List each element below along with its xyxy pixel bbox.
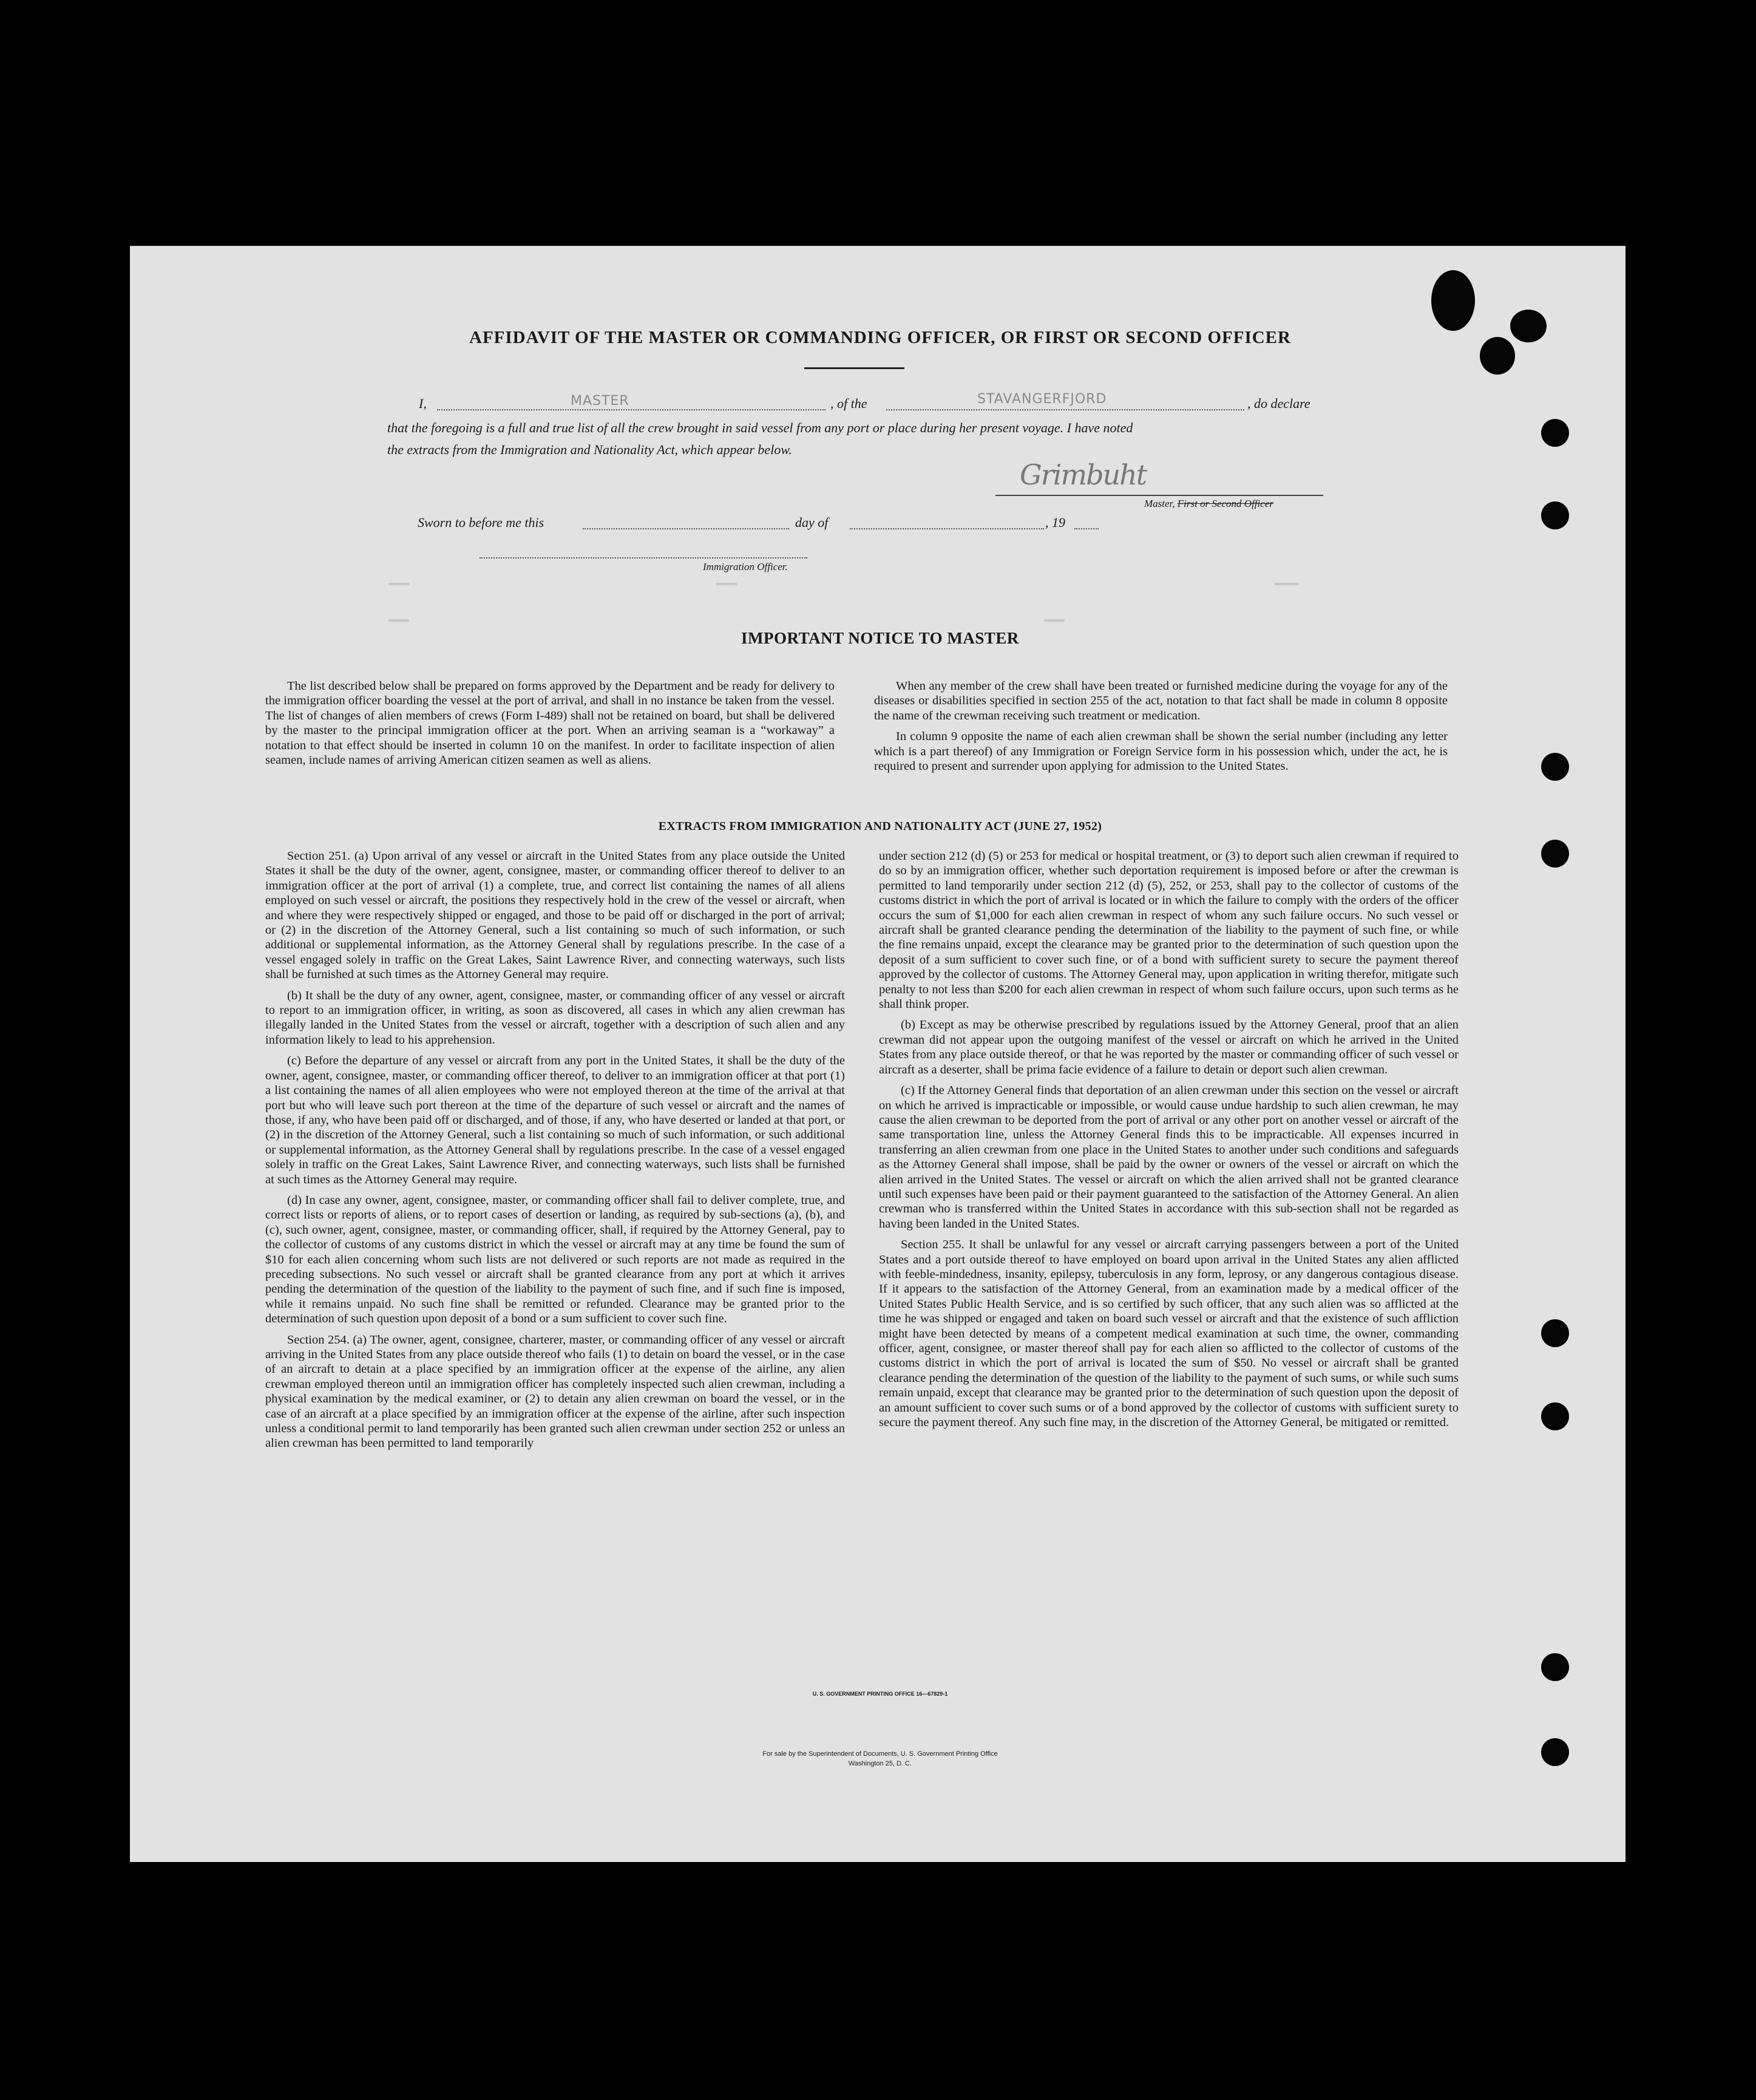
show-through-mark — [1044, 619, 1065, 622]
punch-hole — [1541, 1319, 1569, 1347]
section-251-a: Section 251. (a) Upon arrival of any vessel or aircraft in the United States from any place outside the United States it shall be the duty of the owner, agent, consignee, master, or commanding officer thereof to deliver to an immigration officer at the port of arrival (1) a complete, true, and correct list containing the names of all aliens employed on such vessel or aircraft, the positions they respectively hold in the crew of the vessel or aircraft, when and where they were respectively shipped or engaged, and those to be paid off or discharged in the port of arrival; or (2) in the discretion of the Attorney General, such a list containing so much of such information, or such additional or supplemental information, as the Attorney General shall by regulations prescribe. In the case of a vessel engaged solely in traffic on the Great Lakes, Saint Lawrence River, and connecting waterways, such lists shall be furnished at such times as the Attorney General may require. — [265, 849, 845, 982]
day-of-label: day of — [795, 515, 829, 530]
rank-field-line — [437, 409, 825, 410]
notice-title: IMPORTANT NOTICE TO MASTER — [741, 629, 1019, 647]
section-255: Section 255. It shall be unlawful for any vessel or aircraft carrying passengers between a port of the United States and a port outside thereof to have employed on board upon arrival in the United States any alien afflicted with feeble-mindedness, insanity, epilepsy, tuberculosis in any form, leprosy, or any dangerous contagious disease. If it appears to the satisfaction of the Attorney General, from an examination made by a medical officer of the United States Public Health Service, and is so certified by such officer, that any such alien was so afflicted at the time he was shipped or engaged and taken on board such vessel or aircraft and that the existence of such affliction might have been detected by means of a competent medical examination at such time, the owner, commanding officer, agent, consignee, or master thereof shall pay for each alien so afflicted to the collector of customs of the customs district in which the port of arrival is located the sum of $50. No vessel or aircraft shall be granted clearance pending the determination of the question of the liability to the payment of such sums, or while such sums remain unpaid, except that clearance may be granted prior to the determination of such question upon the deposit of an amount sufficient to cover such sums or of a bond approved by the collector of customs with sufficient surety to secure the payment thereof. Any such fine may, in the discretion of the Attorney General, be mitigated or remitted. — [879, 1238, 1459, 1430]
extracts-title: EXTRACTS FROM IMMIGRATION AND NATIONALITY ACT (JUNE 27, 1952) — [658, 820, 1102, 833]
punch-hole — [1541, 1402, 1569, 1430]
signer-caption — [1144, 498, 1273, 510]
officer-signature-line — [480, 557, 807, 559]
section-251-b: (b) It shall be the duty of any owner, agent, consignee, master, or commanding officer of any vessel or aircraft to report to an immigration officer, in writing, as soon as discovered, all cases in which any alien crewman has illegally landed in the United States from the vessel or aircraft, together with a description of such alien and any information likely to lead to his apprehension. — [265, 988, 845, 1047]
section-254-c: (c) If the Attorney General finds that deportation of an alien crewman under this section on the vessel or aircraft on which he arrived is impracticable or impossible, or would cause undue hardship to such alien crewman, he may cause the alien crewman to be deported from the port of arrival or any other port on another vessel or aircraft of the same transportation line, unless the Attorney General finds this to be impracticable. All expenses incurred in transferring an alien crewman from one place in the United States to another under such conditions and safeguards as the Attorney General shall impose, shall be paid by the owner or owners of the vessel or aircraft on which the alien arrived in the United States. The vessel or aircraft on which the alien arrived shall not be granted clearance until such expenses have been paid or their payment guaranteed to the satisfaction of the Attorney General. An alien crewman who is transferred within the United States in accordance with this sub-section shall not be regarded as having been landed in the United States. — [879, 1084, 1459, 1231]
notice-right-column — [874, 679, 1448, 780]
signer-caption-master: Master, — [1144, 498, 1175, 509]
sworn-prefix: Sworn to before me this — [418, 515, 544, 530]
affidavit-title: AFFIDAVIT OF THE MASTER OR COMMANDING OFFICER, OR FIRST OR SECOND OFFICER — [469, 328, 1291, 347]
vessel-field: STAVANGERFJORD — [977, 392, 1107, 407]
section-254-a: Section 254. (a) The owner, agent, consignee, charterer, master, or commanding officer of any vessel or aircraft arriving in the United States from any place outside thereof who fails (1) to detain on board the vessel, or in the case of an aircraft to detain at a place specified by an immigration officer at the expense of the airline, any alien crewman employed thereon until an immigration officer has completely inspected such alien crewman, including a physical examination by the medical examiner, or (2) to detain any alien crewman on board the vessel, or in the case of an aircraft at a place specified by an immigration officer at the expense of the airline, after such inspection unless a conditional permit to land temporarily has been granted such alien crewman under section 252 or unless an alien crewman has been permitted to land temporarily — [265, 1333, 845, 1450]
declaration-line-2: the extracts from the Immigration and Nationality Act, which appear below. — [387, 442, 792, 457]
do-declare-label: , do declare — [1247, 396, 1310, 411]
sworn-day-line — [583, 528, 789, 529]
signer-caption-struck: First or Second Officer — [1177, 498, 1273, 509]
show-through-mark — [1275, 583, 1299, 585]
show-through-mark — [388, 583, 409, 585]
section-254-b: (b) Except as may be otherwise prescribed by regulations issued by the Attorney General, proof that an alien crewman did not appear upon the outgoing manifest of the vessel or aircraft on which he arrived in the United States from any place outside thereof, or that he was reported by the master or commanding officer of such vessel or aircraft as a deserter, shall be prima facie evidence of a failure to detain or deport such alien crewman. — [879, 1018, 1459, 1076]
show-through-mark — [388, 619, 409, 622]
sworn-month-line — [850, 528, 1044, 529]
master-signature: Grimbuht — [1020, 458, 1147, 491]
rank-field: MASTER — [571, 393, 629, 409]
gpo-code: U. S. GOVERNMENT PRINTING OFFICE 16—67829-1 — [812, 1691, 948, 1697]
section-254-a-continued: under section 212 (d) (5) or 253 for medical or hospital treatment, or (3) to deport such alien crewman if required to do so by an immigration officer, whether such deportation requirement is imposed before or after the crewman is permitted to land temporarily under section 212 (d) (5), 252, or 253, shall pay to the collector of customs of the customs district in which the port of arrival is located or in which the failure to comply with the orders of the officer occurs the sum of $1,000 for each alien crewman in respect of whom any such failure occurs. No such vessel or aircraft shall be granted clearance pending the determination of the liability to the payment of such fine, or while the fine remains unpaid, except the clearance may be granted prior to the determination of such question upon the deposit of a sum sufficient to cover such fine, or of a bond with sufficient surety to secure the payment thereof approved by the collector of customs. The Attorney General may, upon application in writing therefor, mitigate such penalty to not less than $200 for each alien crewman in respect of whom such failure occurs, upon such terms as he shall think proper. — [879, 849, 1459, 1011]
punch-hole — [1541, 1738, 1569, 1766]
sale-line-2: Washington 25, D. C. — [848, 1760, 912, 1767]
title-rule — [804, 367, 904, 369]
punch-hole — [1541, 840, 1569, 868]
punch-hole — [1541, 419, 1569, 447]
punch-hole — [1541, 501, 1569, 529]
officer-caption: Immigration Officer. — [703, 561, 788, 573]
section-251-c: (c) Before the departure of any vessel or aircraft from any port in the United States, it shall be the duty of the owner, agent, consignee, master, or commanding officer thereof, to deliver to an immigration officer at that port (1) a list containing the names of all alien employees who were not employed thereon at the time of the arrival at that port but who will leave such port thereon at the time of the departure of such vessel or aircraft and the names of those, if any, who have been paid off or discharged, and of those, if any, who have deserted or landed at that port, or (2) in the discretion of the Attorney General, such a list containing so much of such information, or such additional or supplemental information, as the Attorney General shall by regulations prescribe. In the case of a vessel engaged solely in traffic on the Great Lakes, Saint Lawrence River, and connecting waterways, such lists shall be furnished at such times as the Attorney General may require. — [265, 1054, 845, 1186]
extracts-right-column — [879, 849, 1459, 1436]
notice-left-paragraph: The list described below shall be prepared on forms approved by the Department and be ready for delivery to the immigration officer boarding the vessel at the port of arrival, and shall in no instance be taken from the vessel. The list of changes of alien members of crews (Form I-489) shall not be retained on board, but shall be delivered by the master to the principal immigration officer at the port. When an arriving seaman is a “workaway” a notation to that effect should be inserted in column 10 on the manifest. In order to facilitate inspection of alien seamen, include names of arriving American citizen seamen as well as aliens. — [265, 679, 835, 767]
year-prefix: , 19 — [1045, 515, 1065, 530]
punch-hole — [1541, 753, 1569, 781]
sworn-year-line — [1074, 528, 1099, 529]
declaration-line-1: that the foregoing is a full and true list of all the crew brought in said vessel from any port or place during her present voyage. I have noted — [387, 420, 1133, 435]
vessel-field-line — [886, 409, 1244, 410]
ink-blot — [1480, 337, 1515, 375]
ink-blot — [1510, 310, 1547, 342]
section-251-d: (d) In case any owner, agent, consignee, master, or commanding officer shall fail to deliver complete, true, and correct lists or reports of aliens, or to report cases of desertion or landing, as required by sub-sections (a), (b), and (c), such owner, agent, consignee, master, or commanding officer, shall, if required by the Attorney General, pay to the collector of customs of any customs district in which the vessel or aircraft may at any time be found the sum of $10 for each alien concerning whom such lists are not delivered or such reports are not made as required in the preceding subsections. No such vessel or aircraft shall be granted clearance from any port at which it arrives pending the determination of the question of the liability to the payment of such fine, and if such fine is imposed, while it remains unpaid. No such fine shall be remitted or refunded. Clearance may be granted prior to the determination of such question upon deposit of a bond or a sum sufficient to cover such fine. — [265, 1193, 845, 1326]
declarant-prefix: I, — [419, 396, 427, 411]
notice-right-paragraph-1: When any member of the crew shall have been treated or furnished medicine during the voyage for any of the diseases or disabilities specified in section 255 of the act, notation to that fact shall be made in column 8 opposite the name of the crewman receiving such treatment or medication. — [874, 679, 1448, 722]
extracts-left-column — [265, 849, 845, 1457]
sale-line-1: For sale by the Superintendent of Documents, U. S. Government Printing Office — [762, 1750, 998, 1758]
show-through-mark — [716, 583, 737, 585]
punch-hole — [1541, 1653, 1569, 1681]
ink-blot — [1431, 270, 1475, 331]
notice-right-paragraph-2: In column 9 opposite the name of each alien crewman shall be shown the serial number (including any letter which is a part thereof) of any Immigration or Foreign Service form in his possession which, under the act, he is required to present and surrender upon applying for admission to the United States. — [874, 730, 1448, 773]
of-the-label: , of the — [830, 396, 867, 411]
notice-left-column — [265, 679, 835, 773]
signature-line — [995, 495, 1323, 496]
